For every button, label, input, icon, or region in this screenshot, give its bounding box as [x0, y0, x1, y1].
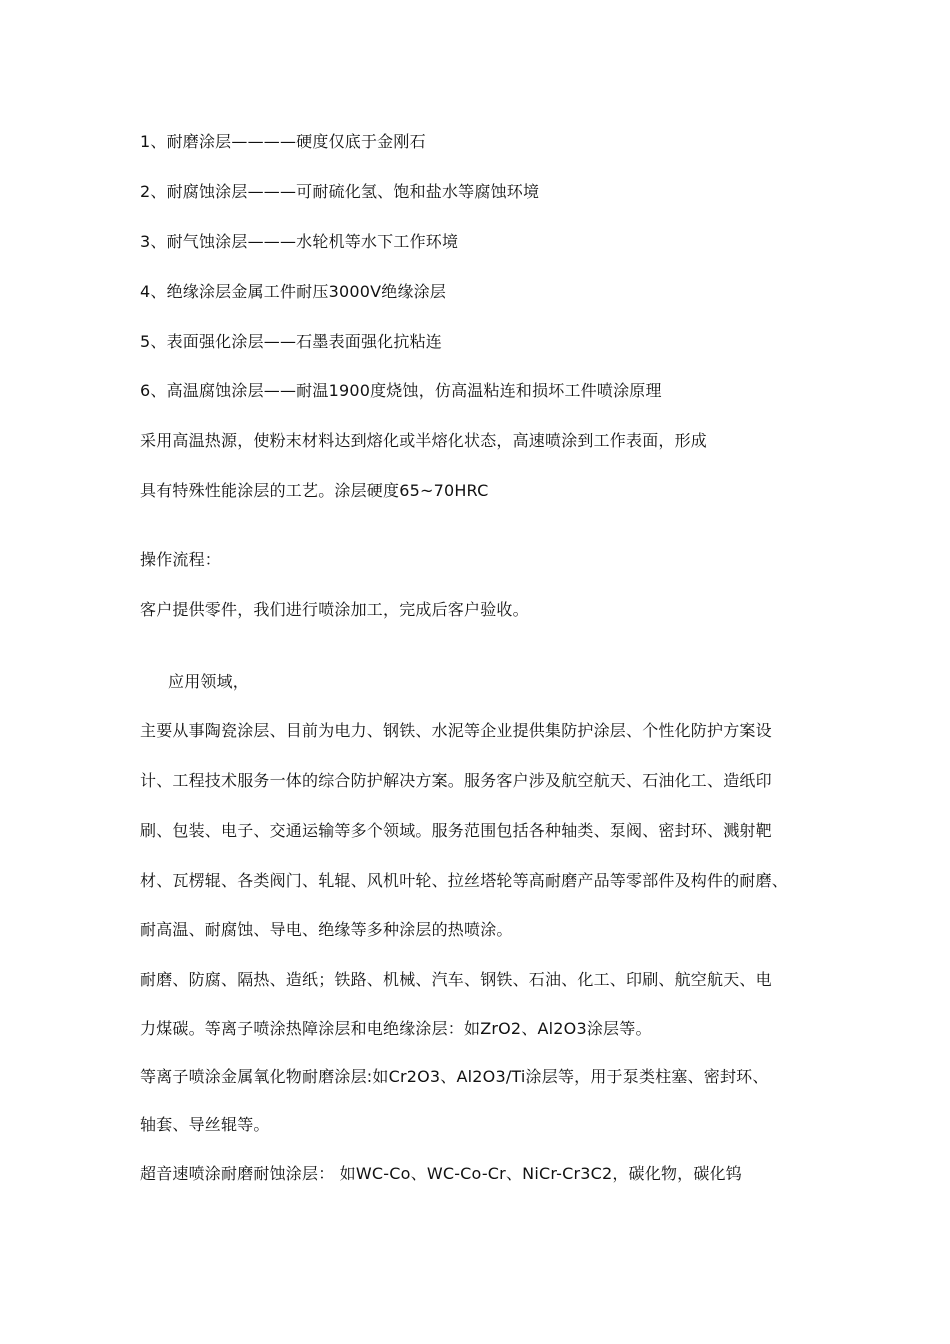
paragraph-applications-line-2: 计、工程技术服务一体的综合防护解决方案。服务客户涉及航空航天、石油化工、造纸印: [140, 771, 772, 790]
paragraph-applications-line-1: 主要从事陶瓷涂层、目前为电力、钢铁、水泥等企业提供集防护涂层、个性化防护方案设: [140, 721, 772, 740]
paragraph-industries-line-1: 耐磨、防腐、隔热、造纸；铁路、机械、汽车、钢铁、石油、化工、印刷、航空航天、电: [140, 970, 772, 989]
paragraph-oxide-coating-line-1: 等离子喷涂金属氧化物耐磨涂层:如Cr2O3、Al2O3/Ti涂层等，用于泵类柱塞、密封环、: [140, 1067, 769, 1086]
list-item-surface-strengthening: 5、表面强化涂层——石墨表面强化抗粘连: [140, 332, 442, 351]
list-item-corrosion-coating: 2、耐腐蚀涂层———可耐硫化氢、饱和盐水等腐蚀环境: [140, 182, 540, 201]
paragraph-applications-line-5: 耐高温、耐腐蚀、导电、绝缘等多种涂层的热喷涂。: [140, 920, 513, 939]
list-item-insulation-coating: 4、绝缘涂层金属工件耐压3000V绝缘涂层: [140, 282, 447, 301]
paragraph-oxide-coating-line-2: 轴套、导丝辊等。: [140, 1115, 270, 1134]
list-item-high-temp-coating: 6、高温腐蚀涂层——耐温1900度烧蚀，仿高温粘连和损坏工件喷涂原理: [140, 381, 662, 400]
paragraph-process-line-1: 采用高温热源，使粉末材料达到熔化或半熔化状态，高速喷涂到工作表面，形成: [140, 431, 708, 450]
paragraph-workflow: 客户提供零件，我们进行喷涂加工，完成后客户验收。: [140, 600, 529, 619]
paragraph-applications-line-4: 材、瓦楞辊、各类阀门、轧辊、风机叶轮、拉丝塔轮等高耐磨产品等零部件及构件的耐磨、: [140, 871, 789, 890]
paragraph-process-line-2: 具有特殊性能涂层的工艺。涂层硬度65~70HRC: [140, 481, 489, 500]
paragraph-supersonic-coating: 超音速喷涂耐磨耐蚀涂层： 如WC-Co、WC-Co-Cr、NiCr-Cr3C2，碳化物，碳化钨: [140, 1164, 742, 1183]
paragraph-applications-line-3: 刷、包装、电子、交通运输等多个领域。服务范围包括各种轴类、泵阀、密封环、溅射靶: [140, 821, 772, 840]
list-item-cavitation-coating: 3、耐气蚀涂层———水轮机等水下工作环境: [140, 232, 459, 251]
list-item-wear-coating: 1、耐磨涂层————硬度仅底于金刚石: [140, 132, 426, 151]
heading-workflow: 操作流程：: [140, 550, 222, 569]
heading-applications: 应用领域，: [168, 672, 250, 691]
paragraph-industries-line-2: 力煤碳。等离子喷涂热障涂层和电绝缘涂层：如ZrO2、Al2O3涂层等。: [140, 1019, 652, 1038]
